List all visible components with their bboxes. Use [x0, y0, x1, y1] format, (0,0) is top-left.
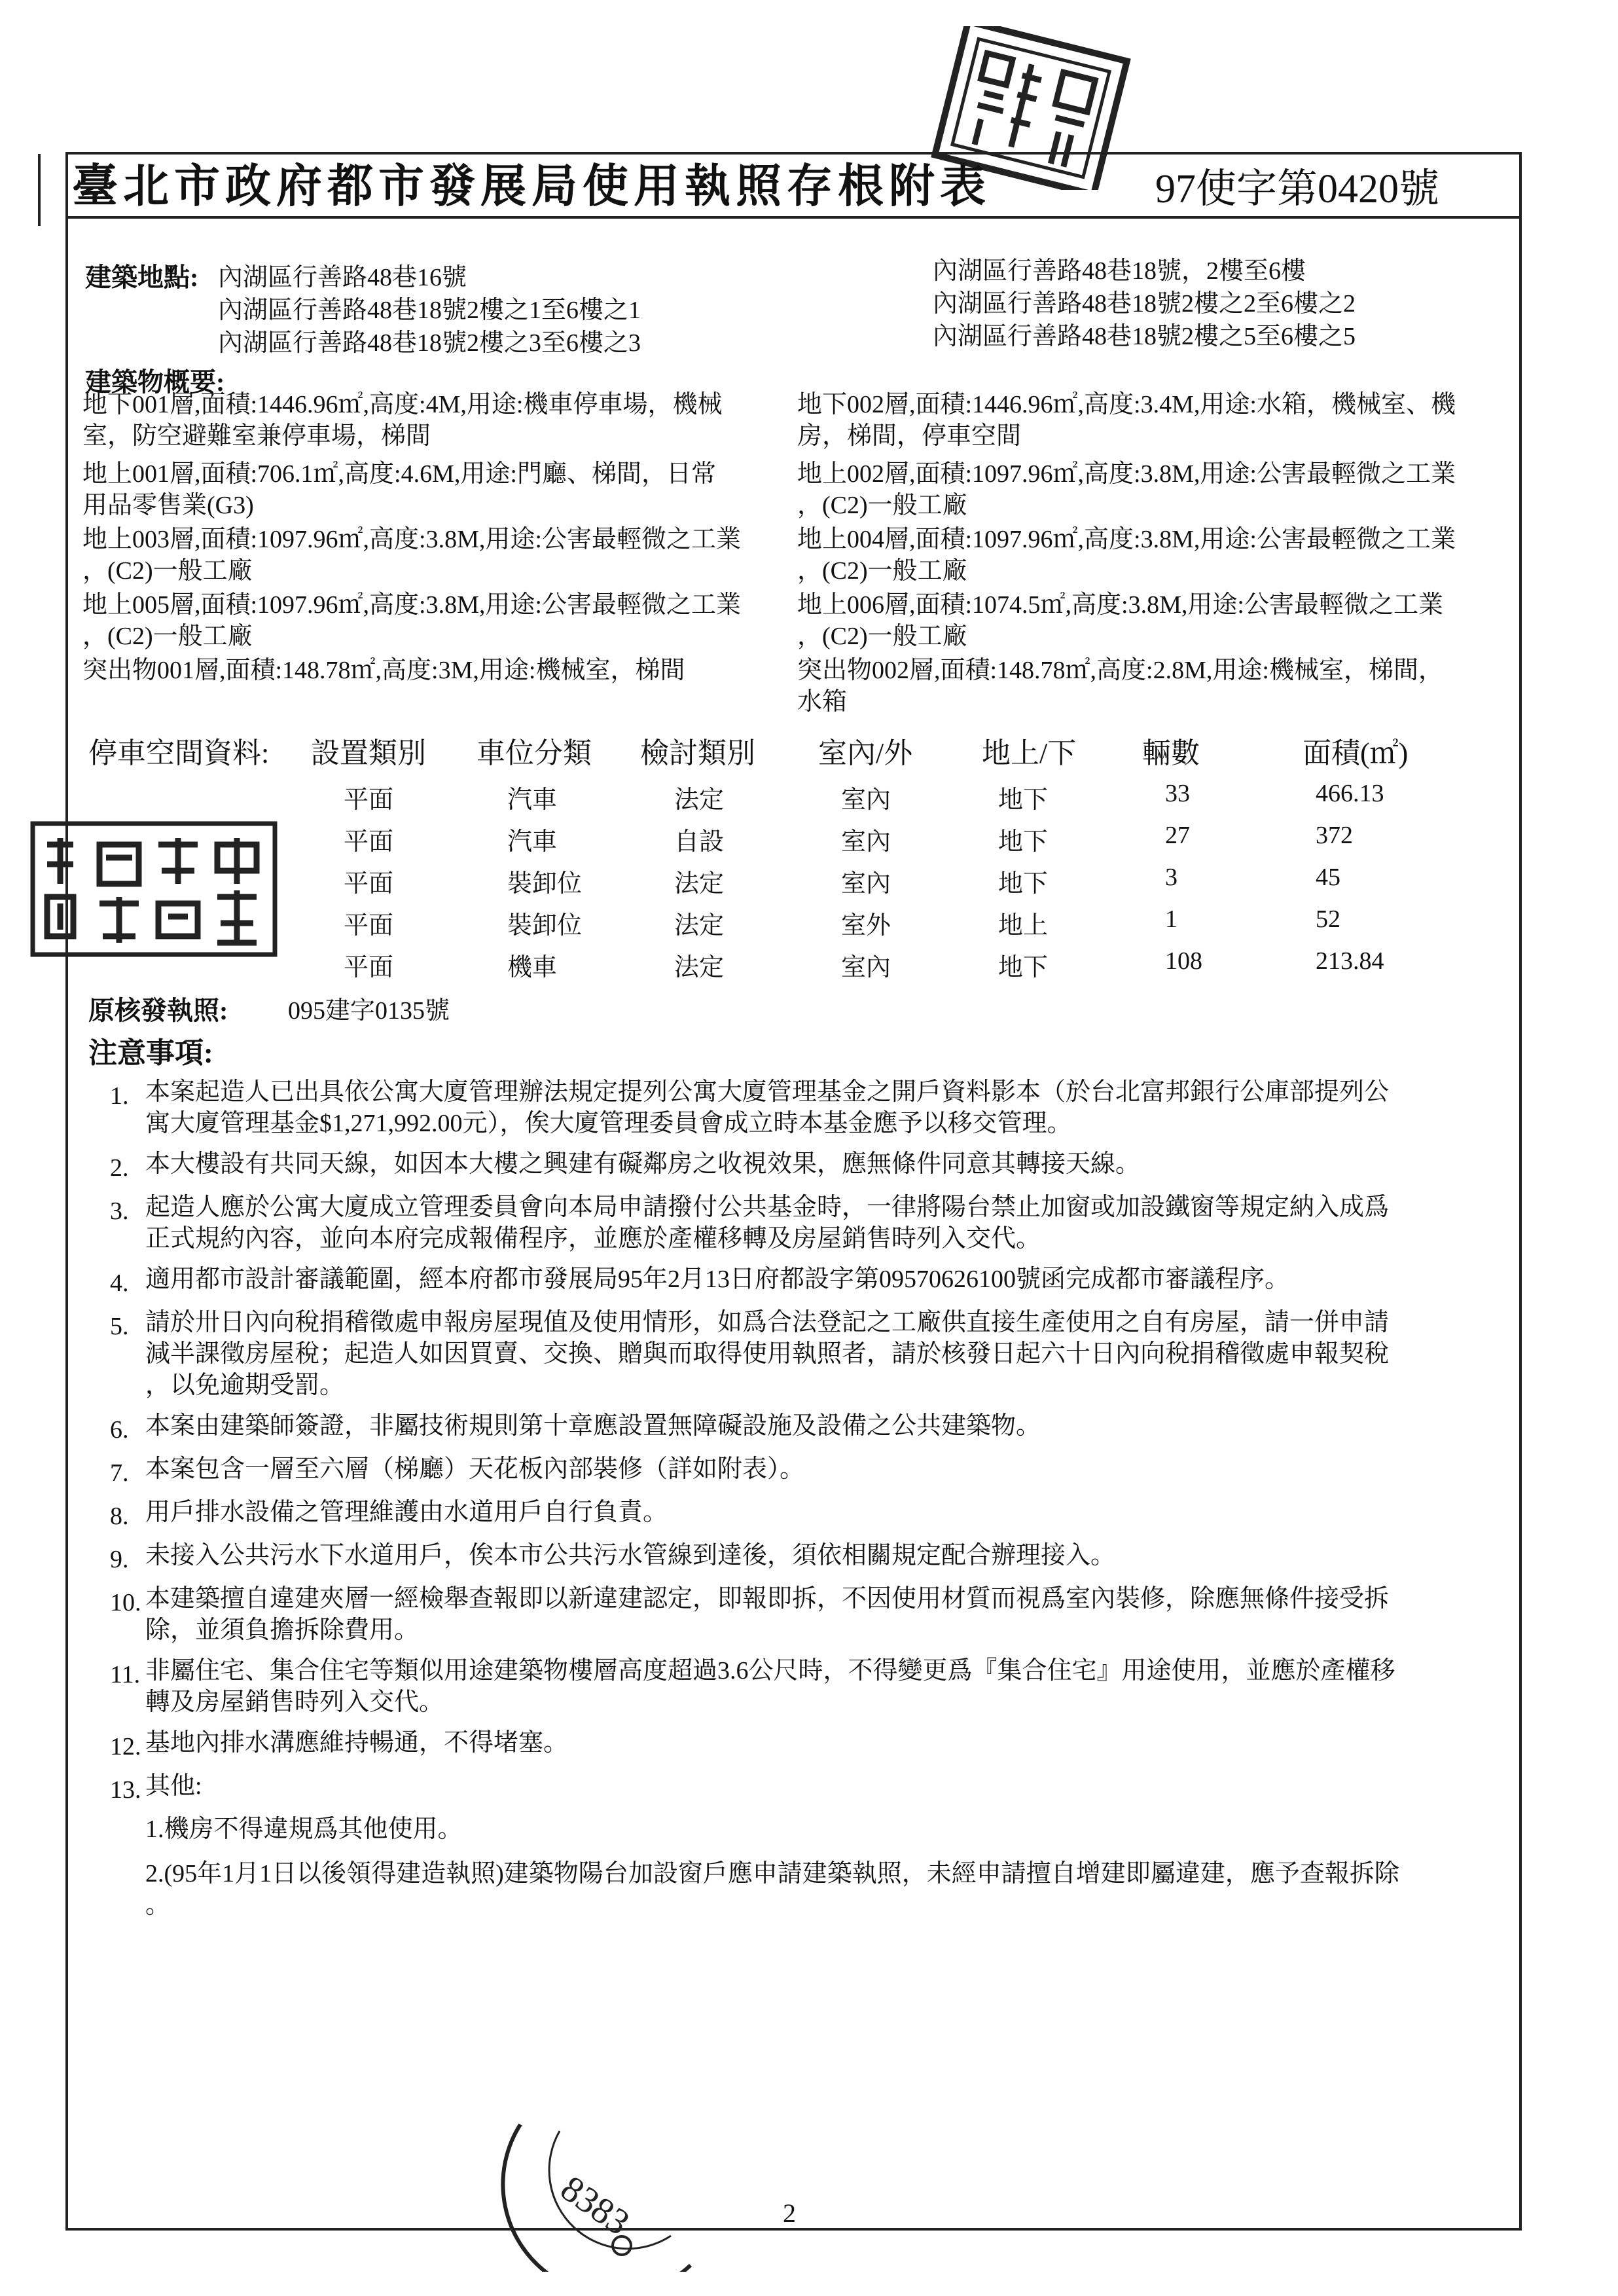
note-number: 12. [110, 1733, 141, 1760]
note-text: 本案起造人已出具依公寓大廈管理辦法規定提列公寓大廈管理基金之開戶資料影本（於台北富邦銀行公庫部提列公 寓大廈管理基金$1,271,992.00元），俟大廈管理委員會成立時本基金應予以移交管理。 [145, 1078, 1390, 1137]
floor-entry: 突出物001層,面積:148.78㎡,高度:3M,用途:機械室，梯間 [82, 657, 685, 684]
note-text: 基地內排水溝應維持暢通，不得堵塞。 [145, 1729, 569, 1757]
note-text: 本建築擅自違建夾層一經檢舉查報即以新違建認定，即報即拆，不因使用材質而視爲室內裝修，除應無條件接受拆 除，並須負擔拆除費用。 [145, 1585, 1390, 1644]
parking-header: 面積(㎡) [1303, 737, 1409, 769]
parking-cell: 法定 [674, 786, 725, 814]
note-sub-item: 2.(95年1月1日以後領得建造執照)建築物陽台加設窗戶應申請建築執照，未經申請擅自增建即屬違建，應予查報拆除 。 [145, 1860, 1399, 1919]
parking-cell: 地上 [998, 912, 1049, 939]
parking-cell: 地下 [998, 828, 1049, 856]
location-line: 內湖區行善路48巷18號，2樓至6樓 [933, 257, 1306, 285]
floor-entry: 地上003層,面積:1097.96㎡,高度:3.8M,用途:公害最輕微之工業 ，(C2)一般工廠 [82, 526, 741, 585]
parking-cell: 3 [1165, 864, 1178, 891]
note-text: 起造人應於公寓大廈成立管理委員會向本局申請撥付公共基金時，一律將陽台禁止加窗或加設鐵窗等規定納入成爲 正式規約內容，並向本府完成報備程序，並應於產權移轉及房屋銷售時列入交代。 [145, 1194, 1390, 1252]
note-sub-item: 1.機房不得違規爲其他使用。 [145, 1815, 463, 1843]
parking-cell: 室內 [841, 786, 891, 814]
floor-entry: 地下001層,面積:1446.96㎡,高度:4M,用途:機車停車場，機械 室，防空避難室兼停車場，梯間 [82, 391, 723, 450]
note-number: 9. [110, 1546, 129, 1573]
parking-cell: 108 [1165, 947, 1202, 975]
note-number: 3. [110, 1197, 129, 1225]
parking-cell: 45 [1316, 864, 1340, 891]
document-title: 臺北市政府都市發展局使用執照存根附表 [72, 162, 991, 212]
note-text: 其他: [145, 1772, 202, 1800]
location-line: 內湖區行善路48巷18號2樓之3至6樓之3 [218, 329, 641, 357]
parking-cell: 27 [1165, 822, 1190, 849]
note-number: 5. [110, 1313, 129, 1340]
note-text: 請於卅日內向稅捐稽徵處申報房屋現值及使用情形，如爲合法登記之工廠供直接生產使用之自有房屋，請一併申請 減半課徵房屋稅；起造人如因買賣、交換、贈與而取得使用執照者，請於核發日起六十日內向稅捐稽徵處申報契稅 ，以免逾期受罰。 [145, 1309, 1390, 1399]
parking-cell: 室內 [841, 870, 891, 898]
location-line: 內湖區行善路48巷18號2樓之2至6樓之2 [933, 290, 1356, 318]
note-text: 本大樓設有共同天線，如因本大樓之興建有礙鄰房之收視效果，應無條件同意其轉接天線。 [145, 1150, 1141, 1178]
stamp-number: 8383 [553, 2168, 637, 2244]
floor-entry: 地上006層,面積:1074.5㎡,高度:3.8M,用途:公害最輕微之工業 ，(C2)一般工廠 [797, 591, 1443, 650]
parking-cell: 1 [1165, 905, 1178, 933]
parking-cell: 室外 [841, 912, 891, 939]
location-line: 內湖區行善路48巷18號2樓之1至6樓之1 [218, 297, 641, 324]
parking-cell: 裝卸位 [507, 870, 583, 898]
parking-cell: 213.84 [1316, 947, 1384, 975]
note-text: 本案包含一層至六層（梯廳）天花板內部裝修（詳如附表）。 [145, 1455, 805, 1483]
parking-cell: 汽車 [507, 828, 558, 856]
parking-cell: 平面 [344, 828, 394, 856]
location-line: 內湖區行善路48巷16號 [218, 264, 467, 291]
parking-header: 地上/下 [982, 737, 1077, 769]
note-text: 非屬住宅、集合住宅等類似用途建築物樓層高度超過3.6公尺時，不得變更爲『集合住宅』用途使用，並應於產權移 轉及房屋銷售時列入交代。 [145, 1657, 1395, 1716]
page-number: 2 [783, 2198, 796, 2228]
title-divider [65, 216, 1522, 219]
floor-entry: 地上004層,面積:1097.96㎡,高度:3.8M,用途:公害最輕微之工業 ，(C2)一般工廠 [797, 526, 1456, 585]
floor-entry: 地上005層,面積:1097.96㎡,高度:3.8M,用途:公害最輕微之工業 ，(C2)一般工廠 [82, 591, 741, 650]
official-seal-stamp-left [27, 818, 283, 962]
floor-entry: 地下002層,面積:1446.96㎡,高度:3.4M,用途:水箱，機械室、機 房，梯間，停車空間 [797, 391, 1456, 450]
parking-cell: 法定 [674, 870, 725, 898]
binding-mark [38, 154, 60, 226]
note-number: 11. [110, 1661, 141, 1688]
parking-header: 設置類別 [311, 737, 426, 769]
note-text: 適用都市設計審議範圍，經本府都市發展局95年2月13日府都設字第09570626100號函完成都市審議程序。 [145, 1266, 1290, 1293]
parking-header: 輛數 [1142, 737, 1200, 769]
parking-cell: 平面 [344, 912, 394, 939]
note-text: 用戶排水設備之管理維護由水道用戶自行負責。 [145, 1499, 668, 1526]
parking-header: 車位分類 [476, 737, 592, 769]
parking-cell: 466.13 [1316, 780, 1384, 807]
parking-cell: 法定 [674, 954, 725, 981]
overview-label: 建築物概要: [85, 367, 225, 397]
note-number: 10. [110, 1589, 141, 1616]
notes-label: 注意事項: [88, 1037, 213, 1069]
note-number: 1. [110, 1082, 129, 1110]
parking-cell: 平面 [344, 870, 394, 898]
parking-cell: 33 [1165, 780, 1190, 807]
note-number: 2. [110, 1154, 129, 1182]
parking-cell: 372 [1316, 822, 1353, 849]
parking-cell: 室內 [841, 954, 891, 981]
permit-number: 97使字第0420號 [1155, 167, 1440, 211]
floor-entry: 地上001層,面積:706.1㎡,高度:4.6M,用途:門廳、梯間，日常 用品零售業(G3) [82, 460, 716, 519]
parking-cell: 平面 [344, 954, 394, 981]
floor-entry: 突出物002層,面積:148.78㎡,高度:2.8M,用途:機械室，梯間， 水箱 [797, 657, 1443, 716]
parking-cell: 地下 [998, 954, 1049, 981]
note-number: 8. [110, 1503, 129, 1530]
parking-cell: 汽車 [507, 786, 558, 814]
parking-header: 檢討類別 [640, 737, 755, 769]
note-text: 本案由建築師簽證，非屬技術規則第十章應設置無障礙設施及設備之公共建築物。 [145, 1412, 1041, 1440]
parking-label: 停車空間資料: [88, 737, 270, 769]
parking-cell: 地下 [998, 870, 1049, 898]
parking-cell: 地下 [998, 786, 1049, 814]
original-permit-value: 095建字0135號 [288, 997, 450, 1025]
note-text: 未接入公共污水下水道用戶，俟本市公共污水管線到達後，須依相關規定配合辦理接入。 [145, 1542, 1116, 1569]
parking-cell: 機車 [507, 954, 558, 981]
note-number: 13. [110, 1776, 141, 1804]
location-line: 內湖區行善路48巷18號2樓之5至6樓之5 [933, 323, 1356, 350]
parking-cell: 自設 [674, 828, 725, 856]
location-label: 建築地點: [85, 263, 199, 292]
parking-cell: 52 [1316, 905, 1340, 933]
floor-entry: 地上002層,面積:1097.96㎡,高度:3.8M,用途:公害最輕微之工業 ，(C2)一般工廠 [797, 460, 1456, 519]
round-seal-stamp-bottom [481, 2118, 743, 2272]
note-number: 7. [110, 1459, 129, 1487]
parking-cell: 平面 [344, 786, 394, 814]
parking-cell: 裝卸位 [507, 912, 583, 939]
parking-cell: 室內 [841, 828, 891, 856]
parking-header: 室內/外 [818, 737, 913, 769]
original-permit-label: 原核發執照: [88, 996, 228, 1025]
parking-cell: 法定 [674, 912, 725, 939]
note-number: 4. [110, 1269, 129, 1297]
note-number: 6. [110, 1416, 129, 1444]
